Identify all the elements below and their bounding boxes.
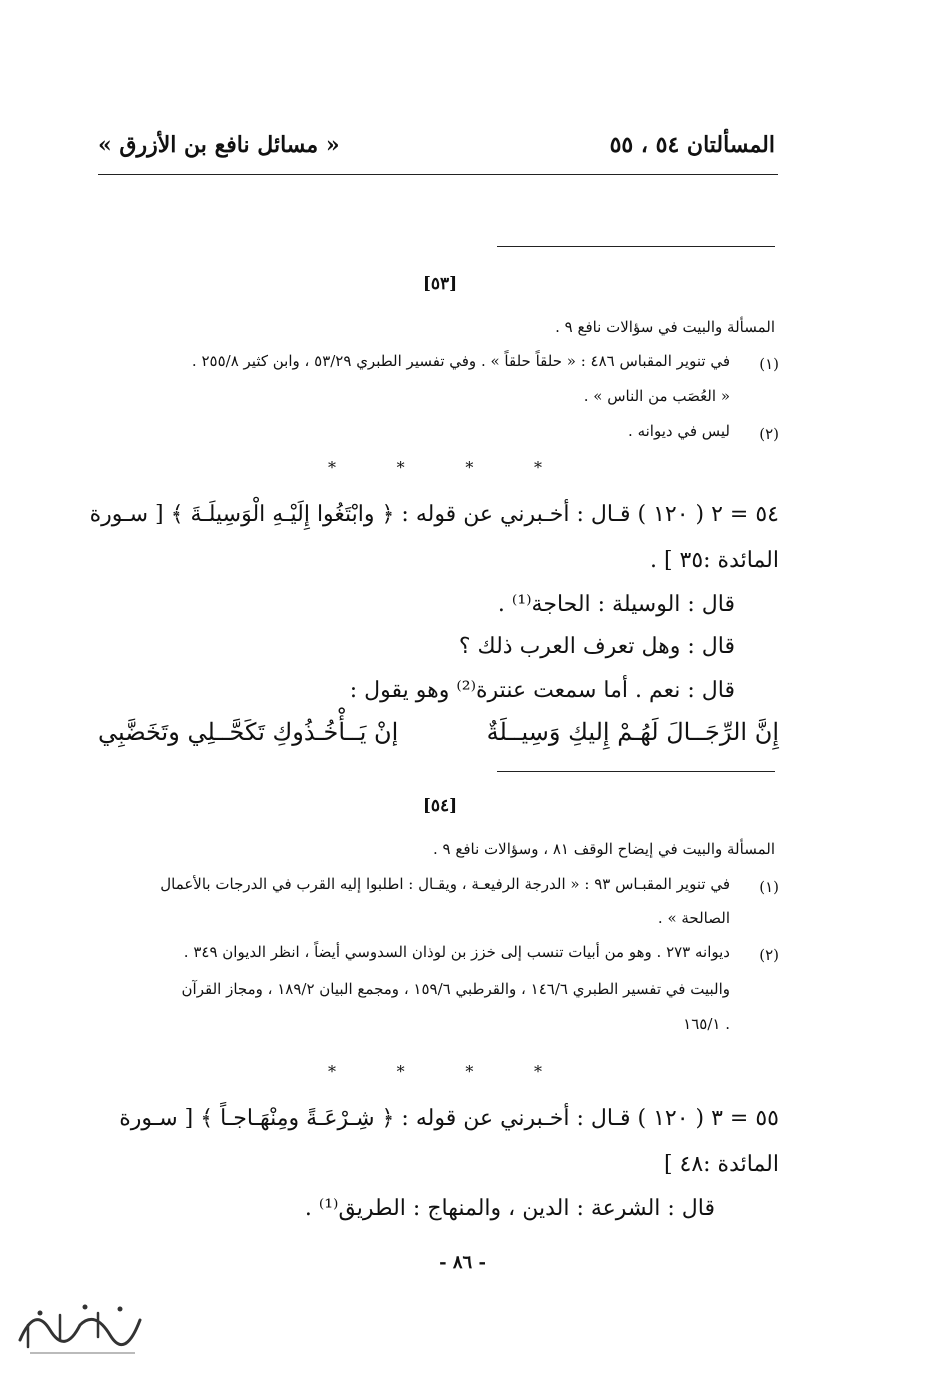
footnote-number: (٢) bbox=[759, 946, 779, 964]
header-rule bbox=[98, 174, 778, 175]
footnote-intro-54: المسألة والبيت في إيضاح الوقف ٨١ ، وسؤالات نافع ٩ . bbox=[433, 840, 775, 858]
footnote-line: والبيت في تفسير الطبري ١٤٦/٦ ، والقرطبي ١٥٩/٦ ، ومجمع البيان ١٨٩/٢ ، ومجاز القرآن bbox=[181, 980, 730, 998]
answer-54-2: قال : نعم . أما سمعت عنترة⁽²⁾ وهو يقول : bbox=[349, 678, 735, 703]
star-glyph: * bbox=[396, 1062, 405, 1081]
footnote-line: في تنوير المقبـاس ٩٣ : « الدرجة الرفيعـة ، ويقـال : اطلبوا إليه القرب في الدرجات بالأعمال bbox=[160, 875, 730, 893]
verse-hemistich-first: إِنَّ الرِّجَــالَ لَهُـمْ إِليكِ وَسِيــلَةٌ bbox=[486, 718, 779, 746]
answer-55-1: قال : الشرعة : الدين ، والمنهاج : الطريق⁽¹⁾ . bbox=[304, 1196, 715, 1221]
question-54-line2: المائدة :٣٥ ] . bbox=[649, 548, 779, 573]
star-glyph: * bbox=[465, 458, 474, 477]
question-55-line1: ٥٥ = ٣ ( ١٢٠ ) قـال : أخـبرني عن قوله : ﴿ شِـرْعَـةً ومِنْهَـاجـاً ﴾ [ سـورة bbox=[119, 1106, 779, 1131]
book-title: « مسائل نافع بن الأزرق » bbox=[98, 132, 340, 158]
star-glyph: * bbox=[396, 458, 405, 477]
footnote-line: ديوانه ٢٧٣ . وهو من أبيات تنسب إلى خزز بن لوذان السدوسي أيضاً ، انظر الديوان ٣٤٩ . bbox=[183, 943, 730, 961]
section-title: المسألتان ٥٤ ، ٥٥ bbox=[609, 132, 775, 158]
footnote-line: الصالحة » . bbox=[657, 909, 730, 927]
star-glyph: * bbox=[533, 458, 542, 477]
footnote-ref-53: [٥٣] bbox=[422, 274, 458, 294]
page-number: - ٨٦ - bbox=[439, 1252, 486, 1273]
star-separator bbox=[328, 1062, 542, 1081]
question-54-2: قال : وهل تعرف العرب ذلك ؟ bbox=[458, 634, 735, 659]
footnote-number: (٢) bbox=[759, 425, 779, 443]
footnote-line: في تنوير المقباس ٤٨٦ : « حلقاً حلقاً » . وفي تفسير الطبري ٥٣/٢٩ ، وابن كثير ٢٥٥/٨ . bbox=[191, 352, 730, 370]
footnote-line: ليس في ديوانه . bbox=[628, 422, 730, 440]
footnote-separator bbox=[497, 771, 775, 772]
footnote-number: (١) bbox=[759, 355, 779, 373]
footnote-ref-54: [٥٤] bbox=[422, 796, 458, 816]
star-separator bbox=[328, 458, 542, 477]
footnote-intro-53: المسألة والبيت في سؤالات نافع ٩ . bbox=[555, 318, 775, 336]
answer-54-1: قال : الوسيلة : الحاجة⁽¹⁾ . bbox=[497, 592, 735, 617]
star-glyph: * bbox=[328, 1062, 336, 1081]
verse-hemistich-second: إنْ يَــأْخُـذُوكِ تَكَحَّــلِي وتَخَضَّبِي bbox=[98, 718, 399, 746]
logo-stamp-icon bbox=[10, 1285, 150, 1365]
footnote-line: « العُصَب من الناس » . bbox=[583, 387, 730, 405]
question-54-line1: ٥٤ = ٢ ( ١٢٠ ) قـال : أخـبرني عن قوله : ﴿ وابْتَغُوا إِلَيْـهِ الْوَسِيلَـةَ ﴾ [ سـورة bbox=[89, 502, 779, 527]
footnote-number: (١) bbox=[759, 878, 779, 896]
star-glyph: * bbox=[328, 458, 336, 477]
star-glyph: * bbox=[533, 1062, 542, 1081]
footnote-line: ١٦٥/١ . bbox=[683, 1015, 730, 1033]
question-55-line2: المائدة :٤٨ ] bbox=[663, 1152, 779, 1177]
footnote-separator bbox=[497, 246, 775, 247]
star-glyph: * bbox=[465, 1062, 474, 1081]
